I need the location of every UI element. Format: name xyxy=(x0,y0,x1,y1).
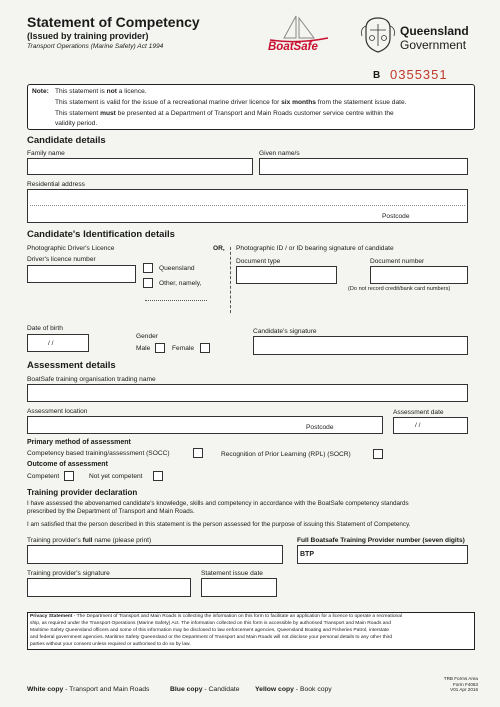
licence-number-label: Driver's licence number xyxy=(27,256,96,263)
issue-date-field[interactable] xyxy=(201,578,277,597)
yellow-copy-label: Yellow copy - Book copy xyxy=(255,686,332,693)
location-postcode-label: Postcode xyxy=(306,424,334,431)
or-divider xyxy=(230,247,231,313)
declaration-text2: I am satisfied that the person described in this statement is the person assessed for the purpose of issuing this Statement of Competency. xyxy=(27,521,411,528)
rpl-checkbox[interactable] xyxy=(373,449,383,459)
address-dotted-line xyxy=(30,205,465,206)
privacy-statement: Privacy Statement - The Department of Transport and Main Roads is collecting the information on this form to facilitate an application for a licence to operate a recreational ship, as required under the Transport Operations (Marine Safety) Act. The information collected on this form is accessible by authorised Transport and Main Roads and Maritime Safety Queensland officers and some of this information may be disclosed to law enforcement agencies, Queensland Boating and Fisheries Patrol, interstate and federal government agencies. Maritime Safety Queensland or the Department of Transport and Main Roads will not disclose your personal details to any other third parties without your consent unless required or authorised to do so by law. xyxy=(30,614,403,647)
given-names-label: Given name/s xyxy=(259,150,300,157)
note-line3: This statement must be presented at a Department of Transport and Main Roads customer service centre within the xyxy=(55,110,394,117)
candidate-signature-field[interactable] xyxy=(253,336,468,355)
provider-number-label: Full Boatsafe Training Provider number (seven digits) xyxy=(297,537,465,544)
form-title: Statement of Competency xyxy=(27,14,200,30)
provider-name-field[interactable] xyxy=(27,545,283,564)
dob-label: Date of birth xyxy=(27,325,63,332)
provider-signature-label: Training provider's signature xyxy=(27,570,110,577)
org-name-label: BoatSafe training organisation trading name xyxy=(27,376,156,383)
family-name-label: Family name xyxy=(27,150,65,157)
provider-number-field[interactable] xyxy=(297,545,468,564)
note-line2: This statement is valid for the issue of a recreational marine driver licence for six months from the statement issue date. xyxy=(55,99,407,106)
queensland-checkbox[interactable] xyxy=(143,263,153,273)
boatsafe-logo xyxy=(262,14,334,58)
other-state-checkbox[interactable] xyxy=(143,278,153,288)
document-number-field[interactable] xyxy=(370,266,468,284)
issue-date-label: Statement issue date xyxy=(201,570,263,577)
competent-label: Competent xyxy=(27,473,60,480)
sail-icon xyxy=(262,14,334,44)
dob-field[interactable] xyxy=(27,334,89,352)
photo-licence-label: Photographic Driver's Licence xyxy=(27,245,115,252)
provider-name-label: Training provider's full name (please print) xyxy=(27,537,152,544)
candidate-signature-label: Candidate's signature xyxy=(253,328,317,335)
socc-label: Competency based training/assessment (SOCC) xyxy=(27,450,170,457)
outcome-heading: Outcome of assessment xyxy=(27,461,108,468)
or-label: OR, xyxy=(213,245,225,252)
not-yet-competent-checkbox[interactable] xyxy=(153,471,163,481)
note-label: Note: xyxy=(32,88,49,95)
male-label: Male xyxy=(136,345,151,352)
declaration-text1: I have assessed the abovenamed candidate's knowledge, skills and competency in accordance with the BoatSafe competency standards xyxy=(27,500,409,507)
no-credit-card-note: (Do not record credit/bank card numbers) xyxy=(348,286,451,292)
govt-line2: Government xyxy=(400,38,467,52)
assessment-date-label: Assessment date xyxy=(393,409,444,416)
candidate-heading: Candidate details xyxy=(27,135,106,146)
org-name-field[interactable] xyxy=(27,384,468,402)
queensland-government-logo xyxy=(360,14,480,56)
female-label: Female xyxy=(172,345,194,352)
document-type-field[interactable] xyxy=(236,266,337,284)
address-postcode-label: Postcode xyxy=(382,213,410,220)
queensland-label: Queensland xyxy=(159,265,195,272)
socc-checkbox[interactable] xyxy=(193,448,203,458)
form-subtitle: (Issued by training provider) xyxy=(27,31,149,41)
serial-prefix: B xyxy=(373,70,381,81)
identification-heading: Candidate's Identification details xyxy=(27,229,175,240)
assessment-date-field[interactable] xyxy=(393,417,468,434)
given-names-field[interactable] xyxy=(259,158,468,175)
dob-slashes: / / xyxy=(48,340,54,347)
white-copy-label: White copy - Transport and Main Roads xyxy=(27,686,150,693)
serial-number: 0355351 xyxy=(390,67,448,82)
note-line1: This statement is not a licence. xyxy=(55,88,147,95)
primary-method-heading: Primary method of assessment xyxy=(27,439,131,446)
competent-checkbox[interactable] xyxy=(64,471,74,481)
provider-signature-field[interactable] xyxy=(27,578,191,597)
gender-label: Gender xyxy=(136,333,158,340)
assessment-date-slashes: / / xyxy=(415,422,421,429)
btp-prefix: BTP xyxy=(300,551,314,558)
form-number: TRB Forms Area Form F4063 V01 Apr 2016 xyxy=(443,676,478,693)
licence-number-field[interactable] xyxy=(27,265,136,283)
boatsafe-wordmark: BoatSafe xyxy=(268,41,318,53)
other-state-line[interactable] xyxy=(145,300,207,301)
assessment-location-label: Assessment location xyxy=(27,408,88,415)
declaration-heading: Training provider declaration xyxy=(27,488,138,497)
document-number-label: Document number xyxy=(370,258,425,265)
other-namely-label: Other, namely, xyxy=(159,280,202,287)
residential-address-label: Residential address xyxy=(27,181,85,188)
not-yet-competent-label: Not yet competent xyxy=(89,473,143,480)
male-checkbox[interactable] xyxy=(155,343,165,353)
coat-of-arms-icon xyxy=(360,16,396,54)
rpl-label: Recognition of Prior Learning (RPL) (SOCR) xyxy=(221,451,351,458)
female-checkbox[interactable] xyxy=(200,343,210,353)
govt-line1: Queensland xyxy=(400,24,469,38)
act-reference: Transport Operations (Marine Safety) Act 1994 xyxy=(27,43,164,50)
note-line4: validity period. xyxy=(55,120,98,127)
blue-copy-label: Blue copy - Candidate xyxy=(170,686,240,693)
document-type-label: Document type xyxy=(236,258,281,265)
photo-id-label: Photographic ID / or ID bearing signature of candidate xyxy=(236,245,394,252)
family-name-field[interactable] xyxy=(27,158,253,175)
declaration-text1b: prescribed by the Department of Transport and Main Roads. xyxy=(27,508,195,515)
assessment-heading: Assessment details xyxy=(27,360,116,371)
